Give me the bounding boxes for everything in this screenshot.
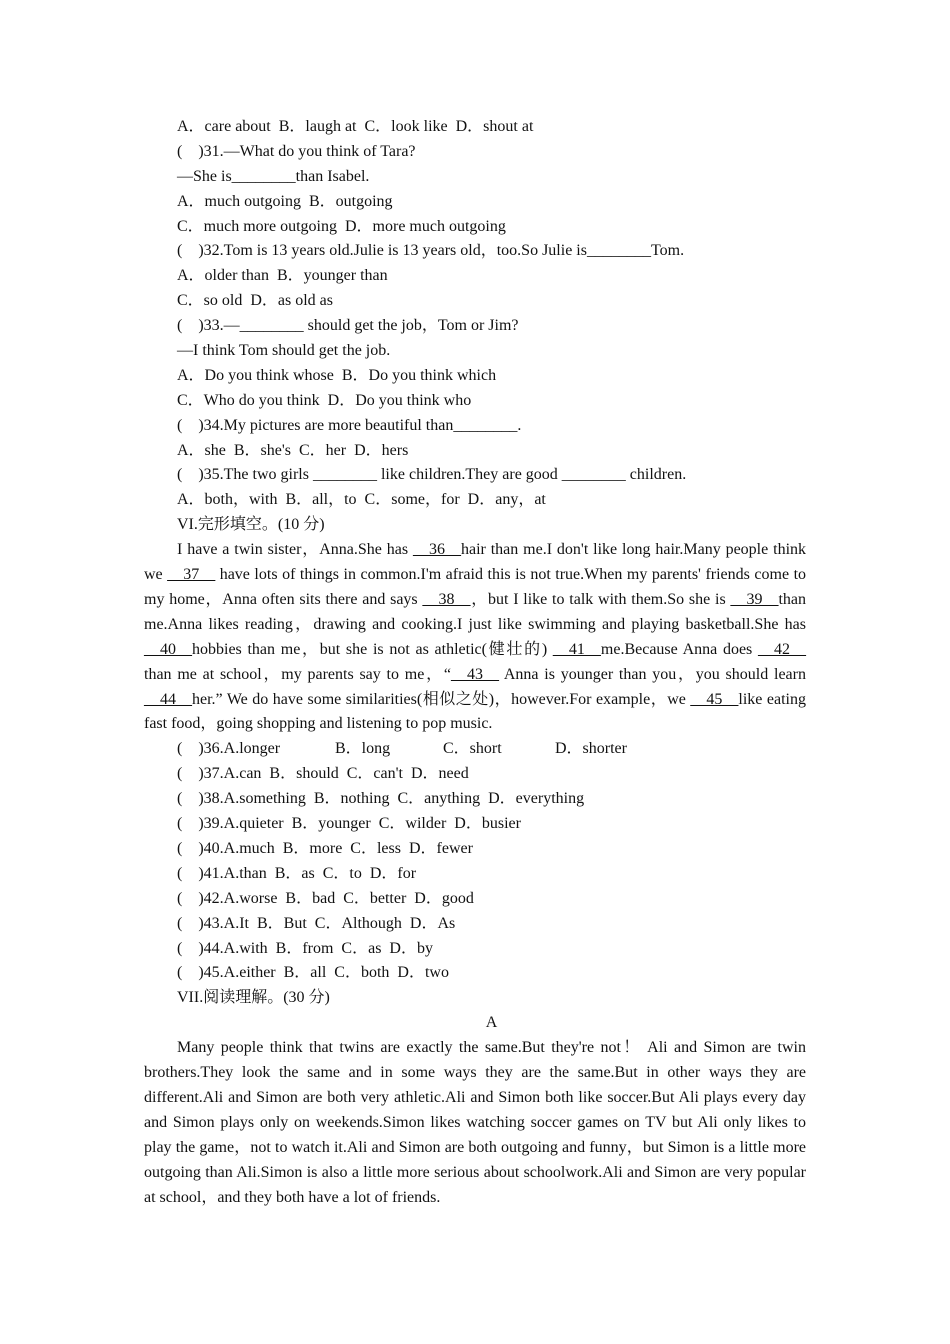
mc-line: —I think Tom should get the job. (177, 342, 391, 360)
cloze-options-38: ( )38.A.something B．nothing C．anything D．everything (177, 790, 585, 808)
passage-text: hobbies than me，but she is not as athletic(健壮的) (192, 640, 553, 658)
passage-text: I have a twin sister，Anna.She has (177, 541, 413, 559)
passage-text: like eating fast food，going shopping and listening to pop music. (144, 690, 806, 733)
mc-line: A．both，with B．all，to C．some，for D．any，at (177, 491, 546, 509)
mc-line: ( )33.—________ should get the job，Tom or Jim? (177, 317, 519, 335)
blank-37: __37__ (167, 566, 216, 584)
blank-45: __45__ (690, 690, 739, 708)
mc-questions (144, 115, 806, 513)
passage-text: Anna is younger than you，you should learn (498, 665, 806, 683)
mc-line: A．much outgoing B．outgoing (177, 192, 393, 210)
passage-a-title: A (485, 1014, 498, 1032)
option-36-d: D．shorter (555, 740, 627, 758)
blank-42: __42__ (758, 640, 806, 658)
passage-text: ，but I like to talk with them.So she is (470, 590, 731, 608)
cloze-options-41: ( )41.A.than B．as C．to D．for (177, 864, 417, 882)
option-36-a: ( )36.A.longer (177, 740, 281, 758)
mc-line: ( )35.The two girls ________ like children.They are good ________ children. (177, 466, 687, 484)
passage-text: than me.Anna likes reading，drawing and cooking.I just like swimming and playing basketball.She has (144, 590, 806, 633)
blank-43: __43__ (450, 665, 499, 683)
passage-text: her.” We do have some similarities(相似之处)，however.For example，we (192, 690, 691, 708)
cloze-options-40: ( )40.A.much B．more C．less D．fewer (177, 839, 473, 857)
passage-text: than me at school，my parents say to me，“ (144, 665, 451, 683)
blank-44: __44__ (144, 690, 192, 708)
mc-line: A．care about B．laugh at C．look like D．shout at (177, 118, 534, 135)
option-36-c: C．short (443, 740, 502, 758)
reading-passage-a: Many people think that twins are exactly the same.But they're not！ Ali and Simon are twin brothers.They look the same and in some ways they are the same.But in other ways they are different.Ali and Simon are both very athletic.Ali and Simon both like soccer.But Ali plays every day and Simon plays only on weekends.Simon likes watching soccer games on TV but Ali only likes to play the game，not to watch it.Ali and Simon are both outgoing and funny，but Simon is a little more outgoing than Ali.Simon is also a little more serious about schoolwork.Ali and Simon are very popular at school，and they both have a lot of friends. (144, 1039, 806, 1206)
mc-line: —She is________than Isabel. (177, 167, 370, 185)
section-7-heading: VII.阅读理解。(30 分) (177, 989, 330, 1007)
mc-line: C．much more outgoing D．more much outgoing (177, 217, 506, 235)
cloze-options-45: ( )45.A.either B．all C．both D．two (177, 964, 449, 982)
cloze-options-36 (144, 737, 806, 762)
cloze-options-39: ( )39.A.quieter B．younger C．wilder D．busier (177, 815, 521, 833)
cloze-options-43: ( )43.A.It B．But C．Although D．As (177, 914, 456, 932)
blank-38: __38__ (422, 590, 471, 608)
mc-line: A．she B．she's C．her D．hers (177, 441, 409, 459)
passage-text: hair than me.I don't like long hair.Many people think we (144, 541, 807, 584)
cloze-passage (144, 538, 806, 737)
cloze-options-37: ( )37.A.can B．should C．can't D．need (177, 765, 469, 783)
mc-line: ( )32.Tom is 13 years old.Julie is 13 years old，too.So Julie is________Tom. (177, 242, 685, 260)
option-36-b: B．long (335, 740, 391, 758)
mc-line: C．so old D．as old as (177, 292, 334, 310)
cloze-options-42: ( )42.A.worse B．bad C．better D．good (177, 889, 474, 907)
cloze-options-44: ( )44.A.with B．from C．as D．by (177, 939, 433, 957)
passage-text: have lots of things in common.I'm afraid this is not true.When my parents' friends come to my home，Anna often sits there and says (144, 566, 807, 608)
worksheet-page (144, 115, 806, 1210)
section-6-heading: VI.完形填空。(10 分) (177, 516, 325, 534)
mc-line: ( )34.My pictures are more beautiful than________. (177, 416, 522, 434)
mc-line: A．Do you think whose B．Do you think which (177, 366, 497, 384)
blank-40: __40__ (144, 640, 192, 658)
passage-text: me.Because Anna does (600, 640, 758, 658)
blank-36: __36__ (412, 541, 461, 559)
mc-line: A．older than B．younger than (177, 267, 388, 285)
mc-line: ( )31.—What do you think of Tara? (177, 142, 416, 160)
blank-39: __39__ (730, 590, 779, 608)
blank-41: __41__ (552, 640, 601, 658)
mc-line: C．Who do you think D．Do you think who (177, 391, 472, 409)
